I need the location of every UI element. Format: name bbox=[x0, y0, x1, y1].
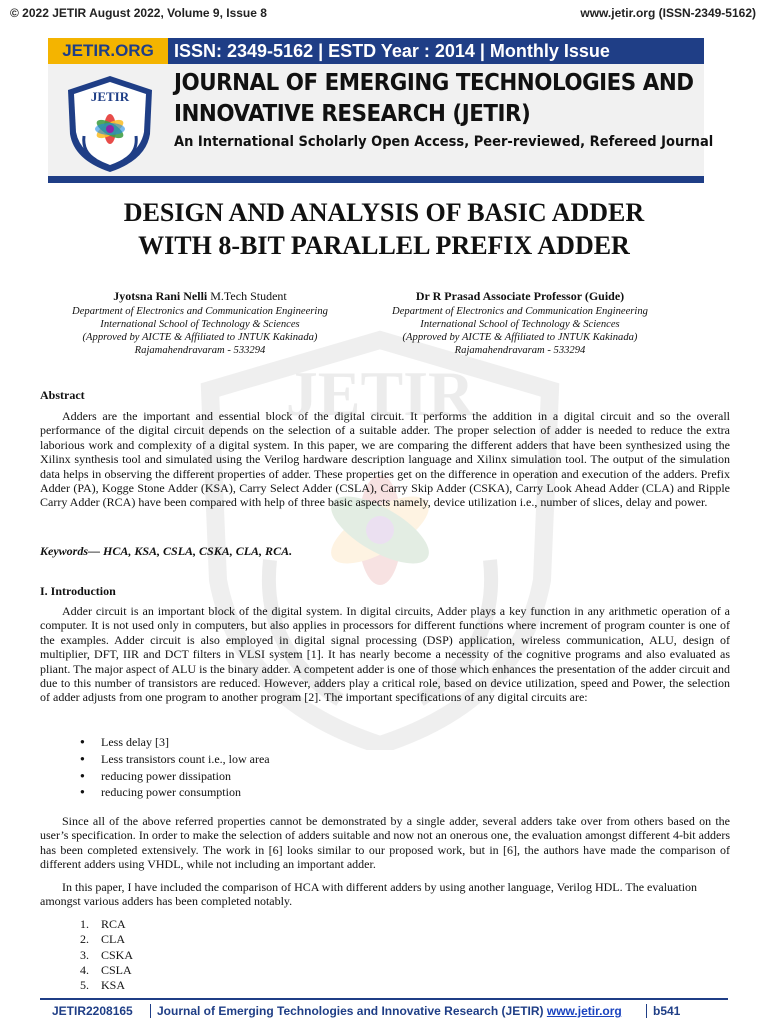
author-2: Dr R Prasad Associate Professor (Guide) Department of Electronics and Communication Engineering International School of Technology & Sciences (Approved by AICTE & Affiliated to JNTUK Kakinada) Rajamahendravaram - 533294 bbox=[392, 289, 648, 356]
abstract-text: Adders are the important and essential block of the digital circuit. It performs the addition in a digital circuit and so the overall performance of the digital circuit depends on the selection of a suitable adder. The proper selection of adder is needed to reduce the extra laborious work and complexity of a digital system. In this paper, we are comparing the different adders that have been synthesized using the Xilinx synthesis tool and simulated using the Verilog hardware description language and Xilinx simulation tool. The output of the simulation data helps in observing the different properties of adder. These properties get on the difference in operation and execution of the adders. Prefix Adder (PA), Kogge Stone Adder (KSA), Carry Select Adder (CSLA), Carry Skip Adder (CSKA), Carry Look Ahead Adder (CLA) and Ripple Carry Adder (RCA) have been compared with help of three basic aspects namely, device utilization i.e., number of slices, delay and power. bbox=[40, 409, 730, 510]
spec-bullet-list bbox=[80, 734, 270, 801]
intro-paragraph-3: In this paper, I have included the comparison of HCA with different adders by using another language, Verilog HDL. The evaluation amongst various adders has been completed notably. bbox=[40, 880, 698, 909]
issn-banner: ISSN: 2349-5162 | ESTD Year : 2014 | Monthly Issue bbox=[174, 41, 610, 61]
journal-subtitle: An International Scholarly Open Access, Peer-reviewed, Refereed Journal bbox=[174, 134, 714, 150]
intro-paragraph-2: Since all of the above referred properties cannot be demonstrated by a single adder, several adders take over from others based on the user’s specification. In order to make the selection of adders suitable and now not an onerous one, the evaluation amongst different 4-bit adders has been completed extensively. The work in [6] looks similar to our proposed work, but in [6], the authors have made the comparison of different adders using VHDL, while not including an important adder. bbox=[40, 814, 730, 872]
list-item: 4. CSLA bbox=[80, 962, 132, 977]
list-item: ● Less transistors count i.e., low area bbox=[80, 751, 270, 768]
jetir-tag: JETIR.ORG bbox=[48, 38, 168, 64]
page-header bbox=[10, 6, 756, 24]
author-name: Dr R Prasad Associate Professor (Guide) bbox=[415, 289, 625, 303]
intro-paragraph-1: Adder circuit is an important block of the digital system. In digital circuits, Adder plays a key function in any arithmetic operation of a computer. It is not used only in computers, but also applies in processors for different functions where increment of program counter is one of the examples. Adder circuit is also employed in digital signal processing (DSP) application, wireless communication, ALU, design of multiplier, DFT, IIR and DCT filters in VLSI system [1]. It has nearly become a necessity of the cognitive programs and also evaluated as pliant. The major aspect of ALU is the binary adder. A competent adder is one of those which enhances the presentation of the adder circuit and due to this number of transistors are reduced. However, adders play a critical role, based on device utilization, speed and Power, the selection of adder adjusts from one program to another program [2]. The important specifications of any digital circuits are: bbox=[40, 604, 730, 705]
list-item: 3. CSKA bbox=[80, 947, 134, 962]
keywords: Keywords— HCA, KSA, CSLA, CSKA, CLA, RCA. bbox=[40, 544, 293, 558]
footer-journal: Journal of Emerging Technologies and Innovative Research (JETIR) www.jetir.org bbox=[150, 1004, 622, 1018]
abstract-heading: Abstract bbox=[40, 388, 85, 402]
paper-title: DESIGN AND ANALYSIS OF BASIC ADDER WITH 8-BIT PARALLEL PREFIX ADDER bbox=[123, 198, 645, 260]
copyright-line: © 2022 JETIR August 2022, Volume 9, Issue 8 bbox=[10, 6, 267, 20]
jetir-logo bbox=[62, 74, 158, 174]
intro-heading: I. Introduction bbox=[40, 584, 116, 598]
paper-id: JETIR2208165 bbox=[52, 1004, 133, 1018]
list-item: ● reducing power dissipation bbox=[80, 768, 270, 785]
logo-text: JETIR bbox=[90, 89, 130, 104]
list-item: ● Less delay [3] bbox=[80, 734, 270, 751]
author-1: Jyotsna Rani Nelli M.Tech Student Department of Electronics and Communication Engineering International School of Technology & Sciences (Approved by AICTE & Affiliated to JNTUK Kakinada) Rajamahendravaram - 533294 bbox=[72, 289, 328, 356]
page-number: b541 bbox=[646, 1004, 680, 1018]
author-name: Jyotsna Rani Nelli bbox=[113, 289, 208, 303]
list-item: ● reducing power consumption bbox=[80, 784, 270, 801]
list-item: 2. CLA bbox=[80, 932, 125, 947]
author-role: M.Tech Student bbox=[207, 289, 287, 303]
watermark-text: JETIR bbox=[285, 358, 475, 429]
list-item: 1. RCA bbox=[80, 917, 126, 931]
website-issn: www.jetir.org (ISSN-2349-5162) bbox=[580, 6, 756, 20]
list-item: 5. KSA bbox=[80, 978, 126, 993]
journal-masthead bbox=[48, 38, 714, 184]
page-footer bbox=[40, 998, 728, 1020]
adder-numbered-list bbox=[80, 917, 133, 993]
journal-link[interactable]: www.jetir.org bbox=[546, 1004, 622, 1018]
journal-name: JOURNAL OF EMERGING TECHNOLOGIES AND INNOVATIVE RESEARCH (JETIR) bbox=[174, 70, 694, 127]
